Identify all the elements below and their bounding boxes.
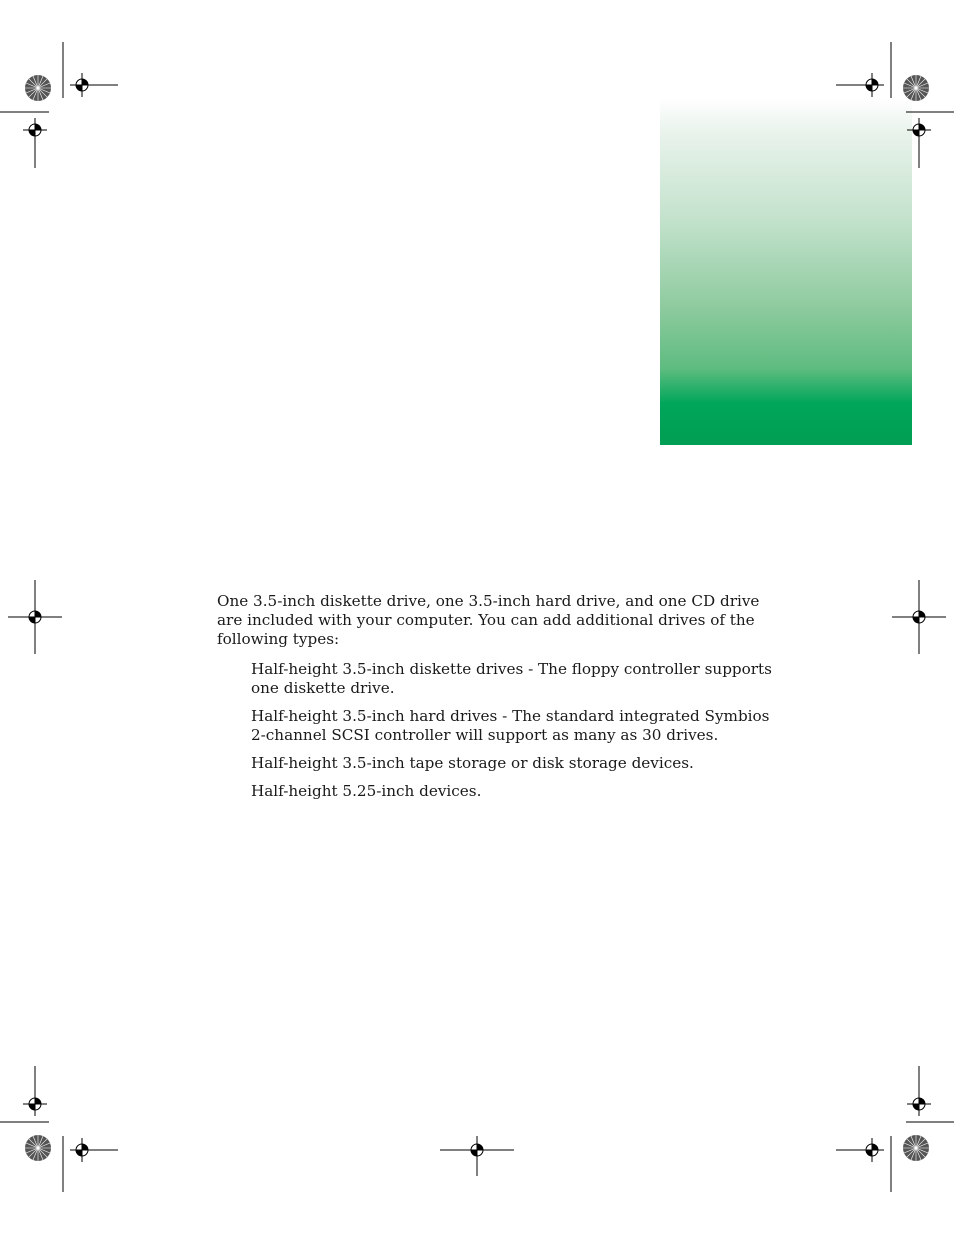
intro-paragraph: One 3.5-inch diskette drive, one 3.5-inch hard drive, and one CD drive are included with your computer. You can add additional drives of the following types: <box>217 592 760 648</box>
list-item: Half-height 3.5-inch diskette drives - The floppy controller supports one diskette drive. <box>251 660 772 697</box>
list-item: Half-height 3.5-inch hard drives - The standard integrated Symbios 2-channel SCSI controller will support as many as 30 drives. <box>251 707 770 744</box>
body-text <box>217 592 777 810</box>
list-item: Half-height 3.5-inch tape storage or disk storage devices. <box>251 754 694 772</box>
list-item: Half-height 5.25-inch devices. <box>251 782 482 800</box>
